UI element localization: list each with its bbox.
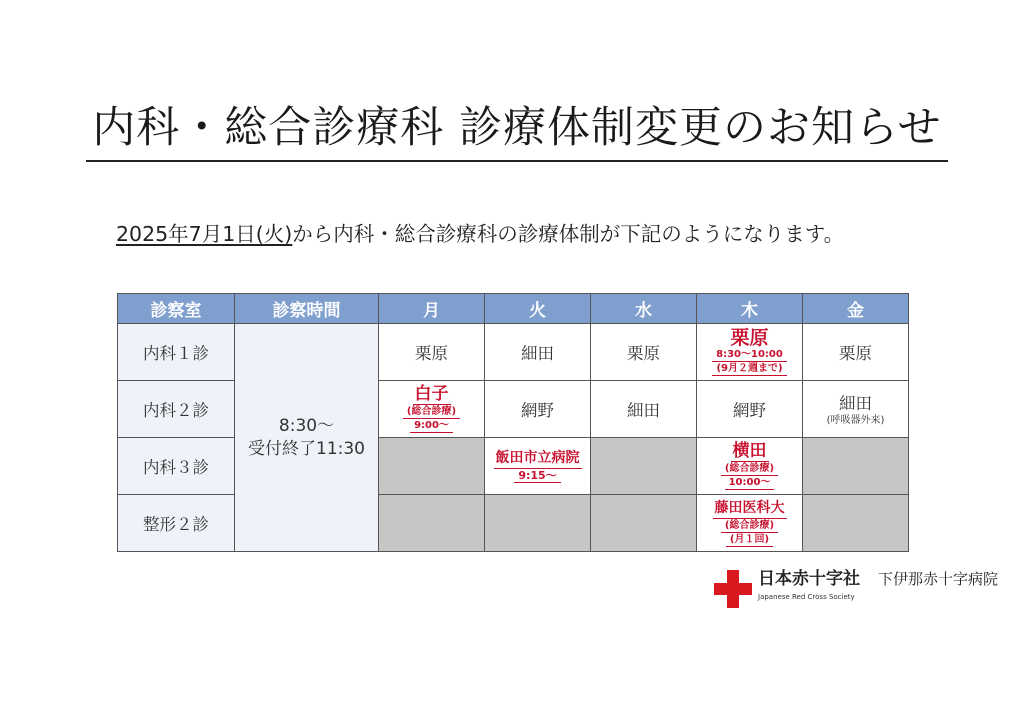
- cell-tue: 細田: [485, 324, 591, 381]
- cell-fri: [803, 381, 909, 438]
- cell-thu: [697, 495, 803, 552]
- cell-mon: [379, 381, 485, 438]
- room-cell: 内科２診: [118, 381, 235, 438]
- schedule-table: [117, 293, 909, 552]
- doctor-name-highlight: 栗原: [730, 326, 769, 349]
- schedule-note: (総合診療): [403, 405, 460, 419]
- room-cell: 整形２診: [118, 495, 235, 552]
- org-name-jp: 日本赤十字社: [758, 569, 860, 589]
- schedule-note: (9月２週まで): [712, 362, 786, 376]
- table-header-row: [118, 294, 909, 324]
- cell-thu: [697, 324, 803, 381]
- closed-cell: [379, 495, 485, 552]
- cell-tue: 網野: [485, 381, 591, 438]
- cell-fri: 栗原: [803, 324, 909, 381]
- header-wed: 水: [591, 294, 697, 324]
- closed-cell: [803, 495, 909, 552]
- time-line2: 受付終了11:30: [248, 438, 365, 459]
- cell-mon: 栗原: [379, 324, 485, 381]
- header-room: 診察室: [118, 294, 235, 324]
- closed-cell: [803, 438, 909, 495]
- header-time: 診察時間: [235, 294, 379, 324]
- intro-rest: から内科・総合診療科の診療体制が下記のようになります。: [292, 222, 845, 246]
- consultation-time-cell: [235, 324, 379, 552]
- doctor-name-highlight: 飯田市立病院: [494, 449, 582, 469]
- schedule-note: (月１回): [726, 533, 773, 547]
- time-line1: 8:30～: [278, 415, 335, 436]
- schedule-note: 8:30～10:00: [712, 348, 787, 362]
- schedule-note: 9:15～: [514, 469, 560, 483]
- table-row: [118, 324, 909, 381]
- red-cross-logo: [714, 568, 998, 608]
- intro-text: [116, 219, 844, 249]
- closed-cell: [379, 438, 485, 495]
- hospital-name: 下伊那赤十字病院: [878, 570, 999, 588]
- schedule-note: (総合診療): [721, 519, 778, 533]
- cell-wed: 細田: [591, 381, 697, 438]
- closed-cell: [591, 495, 697, 552]
- schedule-note: (総合診療): [721, 462, 778, 476]
- header-tue: 火: [485, 294, 591, 324]
- org-name-en: Japanese Red Cross Society: [758, 593, 855, 601]
- clinic-note: (呼吸器外来): [826, 415, 885, 426]
- header-mon: 月: [379, 294, 485, 324]
- doctor-name-highlight: 白子: [414, 384, 449, 404]
- room-cell: 内科１診: [118, 324, 235, 381]
- header-thu: 木: [697, 294, 803, 324]
- schedule-note: 10:00～: [725, 476, 775, 490]
- cell-wed: 栗原: [591, 324, 697, 381]
- logo-text: [758, 568, 860, 602]
- schedule-note: 9:00～: [410, 419, 453, 433]
- effective-date: 2025年7月1日(火): [116, 222, 293, 246]
- doctor-name-highlight: 藤田医科大: [713, 499, 787, 519]
- room-cell: 内科３診: [118, 438, 235, 495]
- red-cross-icon: [714, 570, 752, 608]
- doctor-name: 細田: [839, 394, 872, 413]
- cell-thu: [697, 438, 803, 495]
- closed-cell: [485, 495, 591, 552]
- header-fri: 金: [803, 294, 909, 324]
- closed-cell: [591, 438, 697, 495]
- cell-tue: [485, 438, 591, 495]
- doctor-name-highlight: 横田: [732, 441, 767, 461]
- page-title: 内科・総合診療科 診療体制変更のお知らせ: [86, 100, 948, 162]
- cell-thu: 網野: [697, 381, 803, 438]
